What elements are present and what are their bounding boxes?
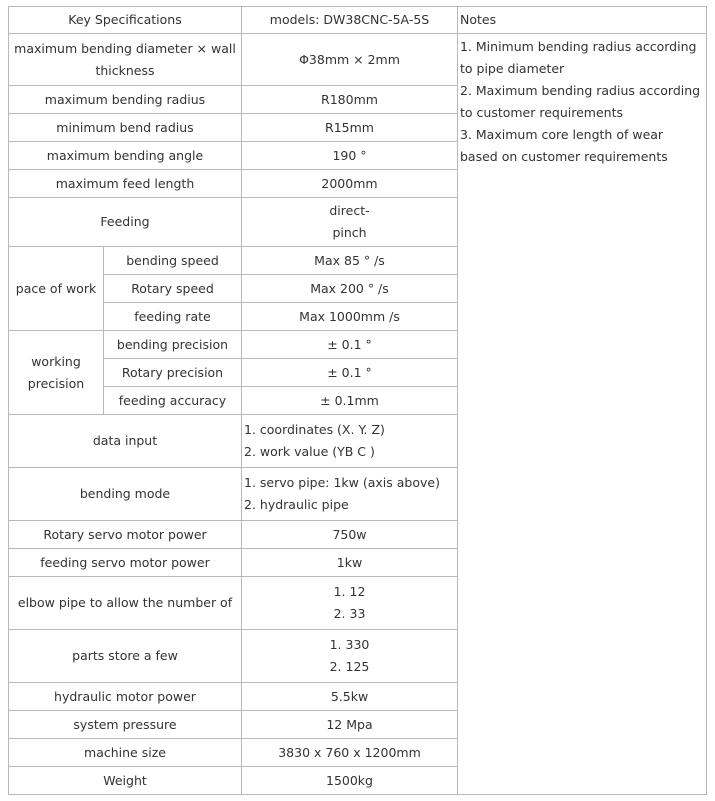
value-line: 1. 12 xyxy=(333,584,366,599)
row-label: system pressure xyxy=(9,711,242,739)
group-line: working xyxy=(31,353,81,369)
row-label: Weight xyxy=(9,767,242,795)
notes-cell xyxy=(458,34,707,795)
row-value: Max 1000mm /s xyxy=(242,303,458,331)
row-value: 190 ° xyxy=(242,142,458,170)
value-line: 2. 33 xyxy=(333,606,366,621)
row-label: feeding accuracy xyxy=(104,387,242,415)
value-line: 1. servo pipe: 1kw (axis above) xyxy=(244,475,440,490)
row-label: Rotary speed xyxy=(104,275,242,303)
row-value: Max 200 ° /s xyxy=(242,275,458,303)
row-value: 1500kg xyxy=(242,767,458,795)
row-value-max-bending-diameter: Φ38mm × 2mm xyxy=(242,34,458,86)
note-item: 2. Maximum bending radius according to customer requirements xyxy=(460,83,701,120)
row-label-max-bending-diameter xyxy=(9,34,242,86)
row-label: parts store a few xyxy=(9,630,242,683)
header-notes: Notes xyxy=(458,7,707,34)
group-label-working-precision xyxy=(9,331,104,415)
row-label: minimum bend radius xyxy=(9,114,242,142)
note-item: 3. Maximum core length of wear based on customer requirements xyxy=(460,127,668,164)
row-value: 12 Mpa xyxy=(242,711,458,739)
row-value-bending-mode xyxy=(242,468,458,521)
row-label: hydraulic motor power xyxy=(9,683,242,711)
value-line: 1. 330 xyxy=(329,637,370,652)
row-label: bending precision xyxy=(104,331,242,359)
row-label: maximum bending angle xyxy=(9,142,242,170)
value-line: 2. hydraulic pipe xyxy=(244,497,349,512)
group-line: precision xyxy=(27,375,85,391)
row-value: 3830 x 760 x 1200mm xyxy=(242,739,458,767)
group-label-pace-of-work: pace of work xyxy=(9,247,104,331)
value-line: pinch xyxy=(332,225,367,240)
header-key-specifications: Key Specifications xyxy=(9,7,242,34)
row-value: 2000mm xyxy=(242,170,458,198)
value-line: 2. 125 xyxy=(329,659,370,674)
row-value-data-input xyxy=(242,415,458,468)
row-value: Max 85 ° /s xyxy=(242,247,458,275)
label-line: thickness xyxy=(95,62,155,78)
value-line: 1. coordinates (X. Y. Z) xyxy=(244,422,385,437)
row-label: maximum bending radius xyxy=(9,86,242,114)
row-label: Feeding xyxy=(9,198,242,247)
value-line: 2. work value (YB C ) xyxy=(244,444,375,459)
label-line: maximum bending diameter × wall xyxy=(14,40,236,56)
row-value: ± 0.1 ° xyxy=(242,331,458,359)
row-value: ± 0.1mm xyxy=(242,387,458,415)
row-label: maximum feed length xyxy=(9,170,242,198)
row-label: feeding servo motor power xyxy=(9,549,242,577)
row-label: bending speed xyxy=(104,247,242,275)
specifications-table xyxy=(8,6,707,795)
row-value-feeding xyxy=(242,198,458,247)
row-value-parts xyxy=(242,630,458,683)
row-label: elbow pipe to allow the number of xyxy=(9,577,242,630)
row-label: data input xyxy=(9,415,242,468)
header-row xyxy=(9,7,707,34)
header-models: models: DW38CNC-5A-5S xyxy=(242,7,458,34)
row-label: Rotary servo motor power xyxy=(9,521,242,549)
table-row xyxy=(9,34,707,86)
row-value-elbow xyxy=(242,577,458,630)
value-line: direct- xyxy=(329,203,370,218)
row-value: R15mm xyxy=(242,114,458,142)
row-value: 1kw xyxy=(242,549,458,577)
row-label: bending mode xyxy=(9,468,242,521)
row-value: ± 0.1 ° xyxy=(242,359,458,387)
row-value: R180mm xyxy=(242,86,458,114)
row-value: 5.5kw xyxy=(242,683,458,711)
row-label: feeding rate xyxy=(104,303,242,331)
row-label: machine size xyxy=(9,739,242,767)
note-item: 1. Minimum bending radius according to pipe diameter xyxy=(460,39,697,76)
row-value: 750w xyxy=(242,521,458,549)
row-label: Rotary precision xyxy=(104,359,242,387)
